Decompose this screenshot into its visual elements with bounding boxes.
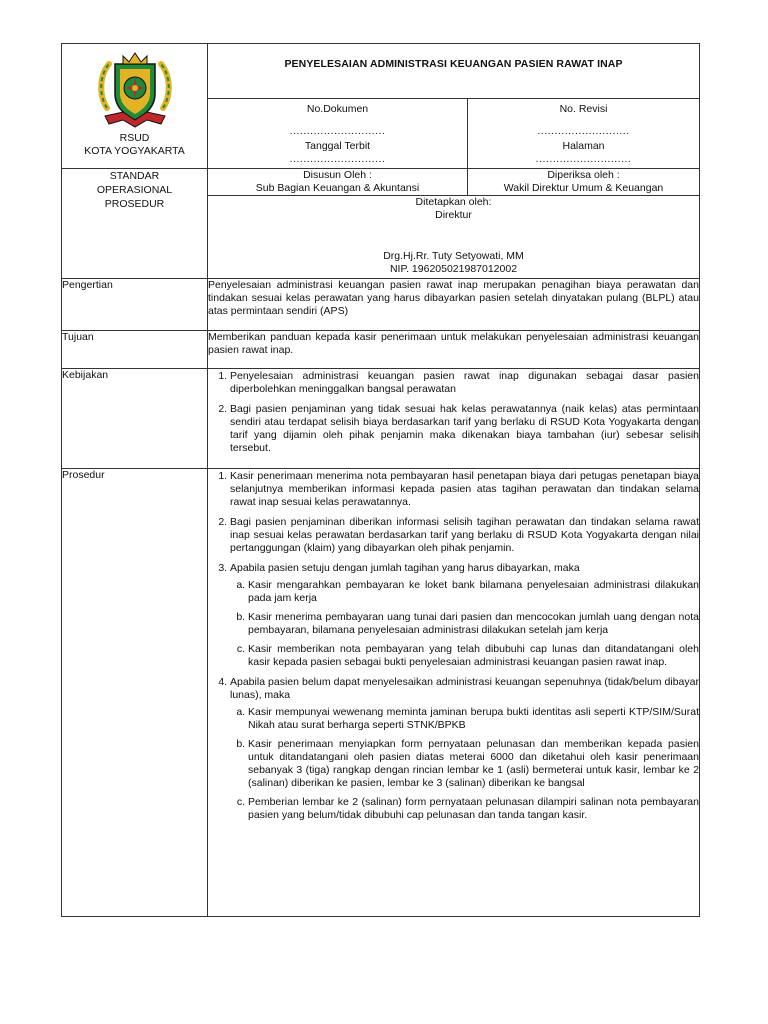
- pengertian-text: Penyelesaian administrasi keuangan pasien rawat inap merupakan penagihan biaya perawatan dan tindakan sesuai kelas perawatan yang harus dibayarkan pasien setelah dinyatakan pulang (BLPL) atau atas permintaan sendiri (APS): [208, 279, 699, 317]
- no-revisi-value: ...........................: [537, 125, 630, 138]
- no-dokumen-label: No.Dokumen: [306, 103, 369, 116]
- prosedur-subitem: c. Kasir memberikan nota pembayaran yang telah dibubuhi cap lunas dan ditandatangani oleh kasir kepada pasien sebagai bukti penyelesaian administrasi keuangan pasien rawat inap.: [248, 643, 699, 669]
- rsud-logo: [93, 50, 177, 130]
- hospital-line-2: KOTA YOGYAKARTA: [84, 145, 185, 157]
- prosedur-4-sublist: [230, 706, 699, 822]
- halaman-cell: [468, 140, 700, 169]
- no-revisi-cell: [468, 99, 700, 140]
- halaman-label: Halaman: [562, 139, 605, 152]
- penetapan-cell: [208, 196, 700, 279]
- kebijakan-label: Kebijakan: [62, 369, 208, 469]
- kebijakan-list: [208, 370, 699, 455]
- sop-label-cell: [62, 169, 208, 279]
- prosedur-subitem: c. Pemberian lembar ke 2 (salinan) form pernyataan pelunasan dilampiri salinan nota pembayaran pasien yang belum/tidak dibubuhi cap pelunasan dan tanda tangan kasir.: [248, 796, 699, 822]
- sop-document: [61, 43, 699, 917]
- prosedur-3-sublist: [230, 579, 699, 669]
- pengertian-label: Pengertian: [62, 279, 208, 331]
- no-dokumen-value: ............................: [289, 125, 386, 138]
- prosedur-subitem: a. Kasir mengarahkan pembayaran ke loket bank bilamana penyelesaian administrasi dilakukan pada jam kerja: [248, 579, 699, 605]
- ditetapkan-role: Direktur: [435, 209, 472, 221]
- kebijakan-cell: [208, 369, 700, 469]
- hospital-line-1: RSUD: [119, 132, 150, 144]
- prosedur-item: [230, 470, 699, 509]
- tujuan-text-cell: [208, 331, 700, 369]
- halaman-value: ............................: [535, 152, 632, 165]
- prosedur-item-text: Bagi pasien penjaminan diberikan informasi selisih tagihan perawatan dan tindakan selama rawat inap sesuai kelas perawatan berdasarkan tarif yang berlaku di RSUD Kota Yogyakarta dengan nilai pertanggungan (klaim) yang dibayarkan oleh pihak penjamin.: [230, 516, 699, 554]
- tanggal-terbit-cell: [208, 140, 468, 169]
- prosedur-item-text: Kasir penerimaan menerima nota pembayaran hasil penetapan biaya dari petugas penetapan biaya selanjutnya memberikan informasi kepada pasien atas tagihan perawatan dan tindakan selama rawat inap sesuai kelas perawatannya.: [230, 470, 699, 508]
- prosedur-item: [230, 516, 699, 555]
- prosedur-item: [230, 676, 699, 822]
- sop-table: [61, 43, 700, 917]
- prosedur-item: [230, 562, 699, 669]
- tanggal-terbit-value: ............................: [289, 152, 386, 165]
- prosedur-label: Prosedur: [62, 469, 208, 917]
- disusun-label: Disusun Oleh :: [303, 169, 372, 181]
- hospital-name: [62, 132, 207, 158]
- tujuan-text: Memberikan panduan kepada kasir penerimaan untuk melakukan penyelesaian administrasi keuangan pasien rawat inap.: [208, 331, 699, 356]
- pengertian-text-cell: [208, 279, 700, 331]
- sop-line-3: PROSEDUR: [104, 198, 165, 210]
- prosedur-subitem: b. Kasir penerimaan menyiapkan form pernyataan pelunasan dan memberikan kepada pasien untuk ditandatangani oleh pasien diatas meterai 6000 dan diketahui oleh kasir penerimaan sebanyak 3 (tiga) rangkap dengan rincian lembar ke 1 (asli) bermeterai untuk kasir, lembar ke 2 (salinan) diberikan ke pasien, lembar ke 3 (salinan) diberikan ke bangsal: [248, 738, 699, 790]
- disusun-cell: [208, 169, 468, 196]
- sop-line-2: OPERASIONAL: [96, 184, 173, 196]
- kebijakan-item: 1. Penyelesaian administrasi keuangan pasien rawat inap digunakan sebagai dasar pasien diperbolehkan meninggalkan bangsal perawatan: [230, 370, 699, 396]
- diperiksa-label: Diperiksa oleh :: [547, 169, 620, 181]
- signer-name: Drg.Hj.Rr. Tuty Setyowati, MM: [383, 250, 524, 262]
- prosedur-cell: [208, 469, 700, 917]
- prosedur-list: [208, 470, 699, 822]
- prosedur-item-text: Apabila pasien setuju dengan jumlah tagihan yang harus dibayarkan, maka: [230, 562, 580, 574]
- no-dokumen-cell: [208, 99, 468, 140]
- diperiksa-cell: [468, 169, 700, 196]
- ditetapkan-label: Ditetapkan oleh:: [415, 196, 492, 208]
- city-emblem-icon: [93, 50, 177, 130]
- signer-nip: NIP. 196205021987012002: [389, 263, 518, 275]
- logo-cell: [62, 44, 208, 169]
- prosedur-item-text: Apabila pasien belum dapat menyelesaikan administrasi keuangan sepenuhnya (tidak/belum dibayar lunas), maka: [230, 676, 699, 701]
- disusun-value: Sub Bagian Keuangan & Akuntansi: [255, 182, 420, 194]
- no-revisi-label: No. Revisi: [559, 103, 608, 116]
- document-title-cell: [208, 44, 700, 99]
- prosedur-subitem: b. Kasir menerima pembayaran uang tunai dari pasien dan mencocokan jumlah uang dengan nota pembayaran, bilamana penyelesaian administrasi dilakukan setelah jam kerja: [248, 611, 699, 637]
- sop-line-1: STANDAR: [109, 170, 160, 182]
- tujuan-label: Tujuan: [62, 331, 208, 369]
- kebijakan-item: 2. Bagi pasien penjaminan yang tidak sesuai hak kelas perawatannya (naik kelas) atas permintaan sendiri atau terdapat selisih biaya berdasarkan tarif yang berlaku di RSUD Kota Yogyakarta dengan tarif yang dijamin oleh pihak penjamin maka dikenakan biaya tambahan (iur) sebesar selisih tersebut.: [230, 403, 699, 455]
- prosedur-subitem: a. Kasir mempunyai wewenang meminta jaminan berupa bukti identitas asli seperti KTP/SIM/Surat Nikah atau surat berharga seperti STNK/BPKB: [248, 706, 699, 732]
- diperiksa-value: Wakil Direktur Umum & Keuangan: [503, 182, 664, 194]
- tanggal-terbit-label: Tanggal Terbit: [304, 139, 371, 152]
- document-title: PENYELESAIAN ADMINISTRASI KEUANGAN PASIEN RAWAT INAP: [284, 58, 623, 70]
